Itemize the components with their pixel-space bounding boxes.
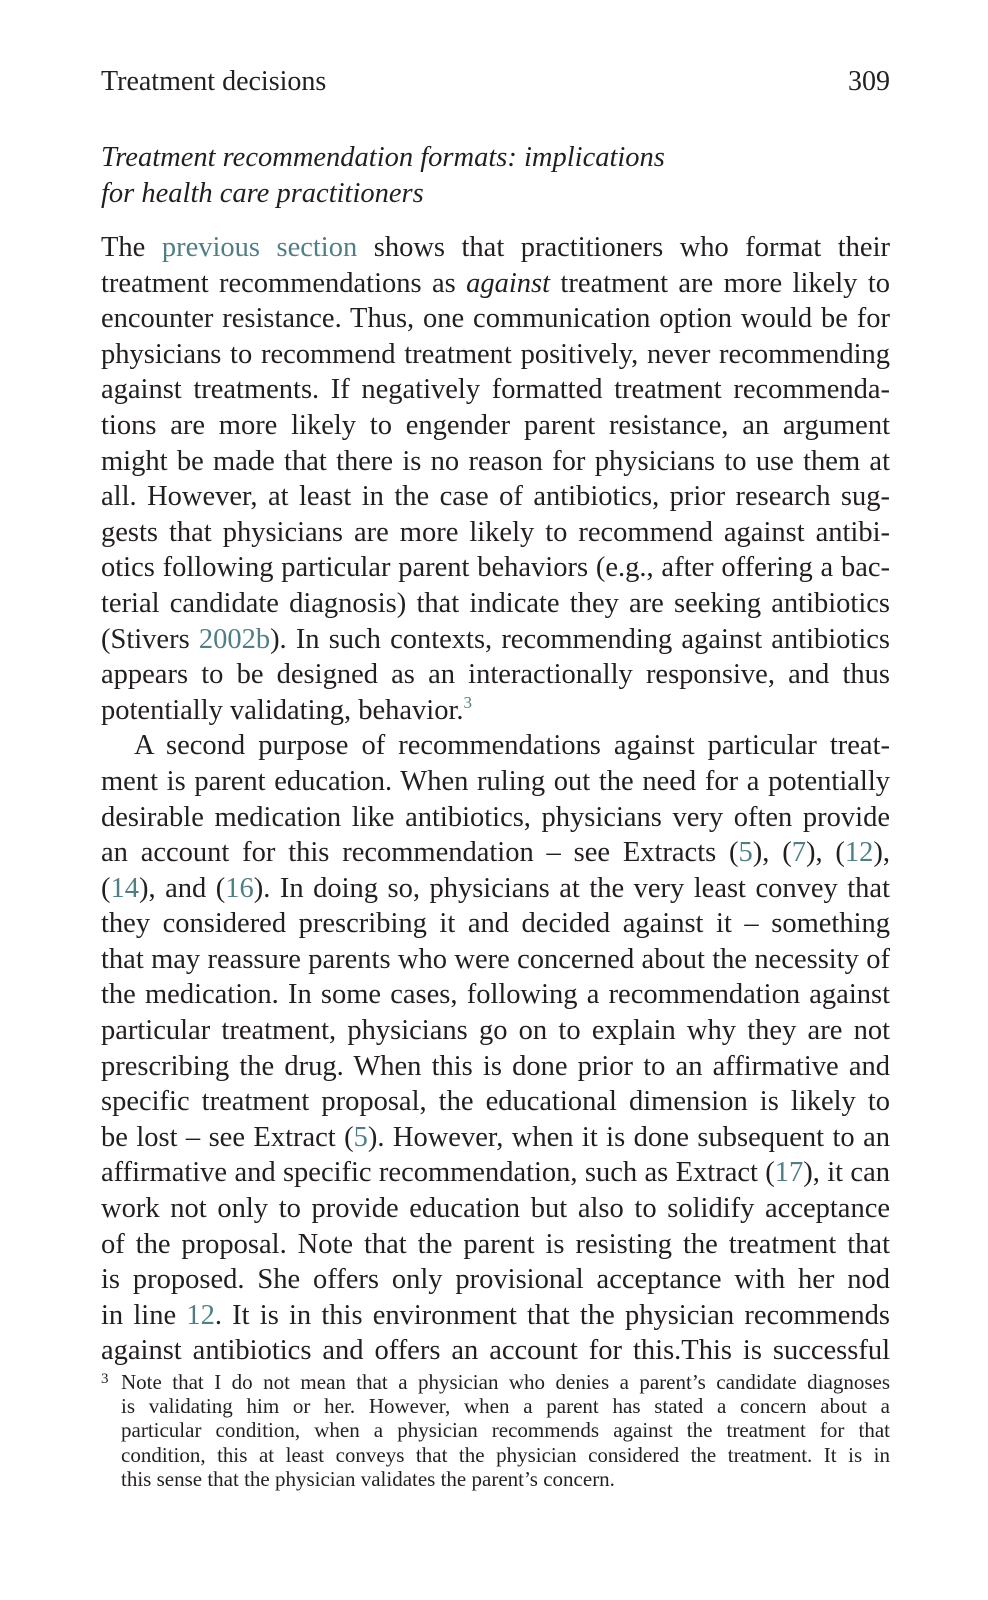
text-run: in line xyxy=(101,1299,187,1331)
text-run: potentially validating, behavior. xyxy=(101,694,464,726)
text-run: ), ( xyxy=(752,837,792,869)
extract-14-link[interactable]: 14 xyxy=(110,872,139,904)
text-run: ). However, when it is done subsequent to an xyxy=(367,1121,890,1153)
text-run: treatment recommendations as xyxy=(101,267,467,299)
footnote-line: is validating him or her. However, when a parent has stated a concern about a xyxy=(121,1394,890,1419)
text-run: shows that practitioners who format their xyxy=(357,232,890,263)
text-run: ( xyxy=(101,872,111,904)
text-line: A second purpose of recommendations against particular treat- xyxy=(134,730,890,762)
text-line: prescribing the drug. When this is done prior to an affirmative and xyxy=(101,1050,890,1082)
extract-12-link[interactable]: 12 xyxy=(844,837,874,869)
text-line: otics following particular parent behaviors (e.g., after offering a bac- xyxy=(101,552,890,584)
extract-16-link[interactable]: 16 xyxy=(225,872,254,904)
text-line: encounter resistance. Thus, one communication option would be for xyxy=(101,303,890,335)
line-12-link[interactable]: 12 xyxy=(186,1299,215,1331)
text-line: against treatments. If negatively formatted treatment recommenda- xyxy=(101,374,890,406)
running-head xyxy=(101,64,890,100)
footnote-line: particular condition, when a physician recommends against the treatment for that xyxy=(121,1418,890,1443)
text-line xyxy=(101,230,890,266)
text-line: appears to be designed as an interactionally responsive, and thus xyxy=(101,659,890,691)
text-line: they considered prescribing it and decided against it – something xyxy=(101,908,890,940)
text-line: physicians to recommend treatment positively, never recommending xyxy=(101,338,890,370)
text-run: treatment are more likely to xyxy=(550,267,890,299)
text-line xyxy=(101,1120,890,1156)
text-run: ). In doing so, physicians at the very least convey that xyxy=(253,872,890,904)
text-line: is proposed. She offers only provisional acceptance with her nod xyxy=(101,1264,890,1296)
text-line xyxy=(101,622,890,658)
footnote-text xyxy=(121,1370,890,1491)
section-heading-line-1: Treatment recommendation formats: implications xyxy=(101,142,665,173)
text-run: an account for this recommendation – see Extracts ( xyxy=(101,837,739,869)
text-line: terial candidate diagnosis) that indicate they are seeking antibiotics xyxy=(101,587,890,619)
footnote-3 xyxy=(101,1370,890,1491)
text-line: work not only to provide education but also to solidify acceptance xyxy=(101,1193,890,1225)
footnote-3-link[interactable]: 3 xyxy=(463,692,472,712)
extract-7-link[interactable]: 7 xyxy=(791,837,806,869)
text-line: gests that physicians are more likely to recommend against antibi- xyxy=(101,516,890,548)
text-run: (Stivers xyxy=(101,623,199,655)
page-number: 309 xyxy=(848,66,890,97)
text-line: tions are more likely to engender parent resistance, an argument xyxy=(101,409,890,441)
text-line: desirable medication like antibiotics, physicians very often provide xyxy=(101,801,890,833)
text-line: the medication. In some cases, following a recommendation against xyxy=(101,979,890,1011)
text-line: specific treatment proposal, the educational dimension is likely to xyxy=(101,1086,890,1118)
text-line: ment is parent education. When ruling out the need for a potentially xyxy=(101,765,890,797)
text-run: . It is in this environment that the physician recommends xyxy=(214,1299,891,1331)
text-line xyxy=(101,1155,890,1191)
text-line xyxy=(101,871,890,907)
text-run: The xyxy=(101,232,162,263)
footnote-line: Note that I do not mean that a physician who denies a parent’s candidate diagnoses xyxy=(121,1370,890,1394)
text-line xyxy=(101,693,890,729)
text-line: particular treatment, physicians go on to explain why they are not xyxy=(101,1015,890,1047)
text-run: affirmative and specific recommendation, such as Extract ( xyxy=(101,1157,775,1189)
extract-5-link[interactable]: 5 xyxy=(738,837,753,869)
section-heading-line-2: for health care practitioners xyxy=(101,178,424,209)
previous-section-link[interactable]: previous section xyxy=(161,232,358,263)
text-line: all. However, at least in the case of antibiotics, prior research sug- xyxy=(101,481,890,513)
text-run: ), and ( xyxy=(139,872,226,904)
text-line: that may reassure parents who were concerned about the necessity of xyxy=(101,943,890,975)
footnote-marker: 3 xyxy=(101,1371,109,1387)
text-run: ), xyxy=(873,837,891,869)
text-line: might be made that there is no reason for physicians to use them at xyxy=(101,445,890,477)
footnote-line: this sense that the physician validates the parent’s concern. xyxy=(121,1466,615,1491)
text-line xyxy=(101,835,890,871)
text-line: of the proposal. Note that the parent is resisting the treatment that xyxy=(101,1228,890,1260)
text-line: against antibiotics and offers an account for this.This is successful xyxy=(101,1335,890,1367)
text-run: ), it can xyxy=(803,1157,890,1189)
text-run: ). In such contexts, recommending against antibiotics xyxy=(270,623,890,655)
footnote-line: condition, this at least conveys that the physician considered the treatment. It is in xyxy=(121,1442,890,1467)
text-run: be lost – see Extract ( xyxy=(101,1121,354,1153)
extract-17-link[interactable]: 17 xyxy=(774,1157,804,1189)
emphasis-against: against xyxy=(466,267,551,299)
running-title: Treatment decisions xyxy=(101,66,327,97)
citation-stivers-2002b-link[interactable]: 2002b xyxy=(198,623,271,655)
text-run: ), ( xyxy=(805,837,845,869)
extract-5-link[interactable]: 5 xyxy=(353,1121,368,1153)
section-heading xyxy=(101,140,890,212)
text-line xyxy=(101,266,890,302)
text-line xyxy=(101,1298,890,1334)
body-text xyxy=(101,230,890,1369)
